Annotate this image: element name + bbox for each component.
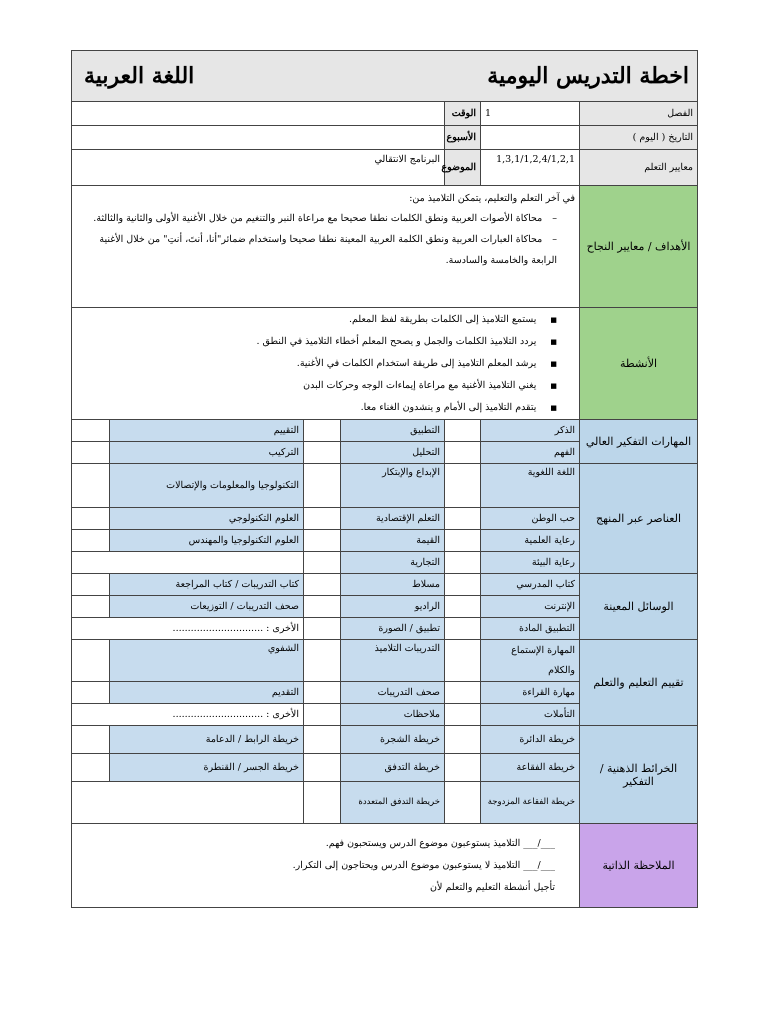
page-title: اخطة التدريس اليومية (487, 63, 689, 89)
aids-cell: كتاب التدريبات / كتاب المراجعة (110, 574, 304, 596)
thinking-check[interactable] (71, 420, 109, 442)
activity-item: ■ يردد التلاميذ الكلمات والجمل و يصحح المعلم أخطاء التلاميذ في النطق . (76, 331, 557, 353)
topic-value[interactable]: البرنامج الانتقالي (71, 150, 444, 186)
topic-label: الموضوع (445, 150, 481, 186)
cross-cell: القيمة (341, 530, 445, 552)
aids-cell: مسلاط (341, 574, 445, 596)
cross-check[interactable] (445, 508, 481, 530)
reflection-label: الملاحظة الذاتية (580, 824, 698, 908)
standards-value[interactable]: 1,3,1/1,2,4/1,2,1 (481, 150, 580, 186)
activity-item: ■ يستمع التلاميذ إلى الكلمات بطريقة لفظ المعلم. (76, 309, 557, 331)
thinking-cell: الذكر (481, 420, 580, 442)
assessment-check[interactable] (445, 640, 481, 682)
cross-check[interactable] (71, 508, 109, 530)
cross-check[interactable] (71, 464, 109, 508)
assessment-label: تقييم التعليم والتعلم (580, 640, 698, 726)
cross-check[interactable] (304, 464, 341, 508)
thinking-cell: الفهم (481, 442, 580, 464)
aids-check[interactable] (71, 574, 109, 596)
aids-cell: كتاب المدرسي (481, 574, 580, 596)
assessment-check[interactable] (71, 640, 109, 682)
objectives-label: الأهداف / معايير النجاح (580, 186, 698, 308)
cross-cell: التجارية (341, 552, 445, 574)
cross-cell: حب الوطن (481, 508, 580, 530)
aids-check[interactable] (304, 618, 341, 640)
assessment-cell: مهارة القراءة (481, 682, 580, 704)
assessment-cell: التقديم (110, 682, 304, 704)
reflection-content (71, 824, 579, 908)
aids-check[interactable] (445, 574, 481, 596)
aids-cell: التطبيق المادة (481, 618, 580, 640)
maps-check[interactable] (304, 782, 341, 824)
thinking-cell: التقييم (110, 420, 304, 442)
standards-label: معايير التعلم (580, 150, 698, 186)
thinking-check[interactable] (445, 442, 481, 464)
activity-item: ■ يغني التلاميذ الأغنية مع مراعاة إيماءات الوجه وحركات البدن (76, 375, 557, 397)
cross-check[interactable] (304, 508, 341, 530)
reflection-item[interactable]: ___/___ التلاميذ لا يستوعبون موضوع الدرس ويحتاجون إلى التكرار. (292, 859, 555, 871)
thinking-cell: التحليل (341, 442, 445, 464)
assessment-check[interactable] (304, 640, 341, 682)
cross-cell: اللغة اللغوية (481, 464, 580, 508)
cross-check[interactable] (304, 530, 341, 552)
cross-cell-empty (71, 552, 303, 574)
time-value[interactable] (71, 102, 444, 126)
aids-check[interactable] (304, 596, 341, 618)
thinking-check[interactable] (445, 420, 481, 442)
cross-cell: الإبداع والإبتكار (341, 464, 445, 508)
aids-check[interactable] (304, 574, 341, 596)
reflection-list (76, 833, 575, 899)
maps-check[interactable] (304, 754, 341, 782)
cross-cell: التعلم الإقتصادية (341, 508, 445, 530)
assessment-cell: صحف التدريبات (341, 682, 445, 704)
assessment-cell: التدريبات التلاميذ (341, 640, 445, 682)
chapter-label: الفصل (580, 102, 698, 126)
objectives-intro: في آخر التعلم والتعليم، يتمكن التلاميذ من: (409, 193, 575, 204)
thinking-check[interactable] (304, 442, 341, 464)
cross-label: العناصر عبر المنهج (580, 464, 698, 574)
maps-check[interactable] (445, 726, 481, 754)
aids-cell: تطبيق / الصورة (341, 618, 445, 640)
maps-check[interactable] (71, 754, 109, 782)
aids-check[interactable] (445, 596, 481, 618)
activity-item: ■ يتقدم التلاميذ إلى الأمام و ينشدون الغناء معا. (76, 397, 557, 419)
maps-cell: خريطة الشجرة (341, 726, 445, 754)
assessment-cell: المهارة الإستماع والكلام (481, 640, 580, 682)
maps-check[interactable] (71, 726, 109, 754)
thinking-label: المهارات التفكير العالي (580, 420, 698, 464)
objectives-list (76, 208, 575, 271)
maps-cell: خريطة الدائرة (481, 726, 580, 754)
week-value[interactable] (71, 126, 444, 150)
maps-check[interactable] (445, 782, 481, 824)
activities-list (76, 309, 575, 419)
activity-item: ■ يرشد المعلم التلاميذ إلى طريقة استخدام الكلمات في الأغنية. (76, 353, 557, 375)
assessment-other-field[interactable]: الأخرى : .............................. (71, 704, 303, 726)
assessment-check[interactable] (71, 682, 109, 704)
reflection-item[interactable]: تأجيل أنشطة التعليم والتعلم لأن (430, 881, 555, 893)
maps-cell: خريطة الفقاعة (481, 754, 580, 782)
time-label: الوقت (445, 102, 481, 126)
cross-check[interactable] (304, 552, 341, 574)
aids-cell: صحف التدريبات / التوزيعات (110, 596, 304, 618)
cross-cell: العلوم التكنولوجي (110, 508, 304, 530)
reflection-item[interactable]: ___/___ التلاميذ يستوعبون موضوع الدرس ويستحبون فهم. (325, 837, 555, 849)
chapter-value[interactable]: 1 (481, 102, 580, 126)
maps-check[interactable] (445, 754, 481, 782)
aids-cell: الإنترنت (481, 596, 580, 618)
activities-content (71, 308, 579, 420)
maps-cell: خريطة الرابط / الدعامة (110, 726, 304, 754)
assessment-check[interactable] (304, 704, 341, 726)
cross-check[interactable] (71, 530, 109, 552)
lesson-plan-table (71, 50, 698, 908)
objective-item: – محاكاة الأصوات العربية ونطق الكلمات نطقا صحيحا مع مراعاة النبر والتنغيم من خلال الأغنية الأولى والثانية والثالثة. (76, 208, 557, 229)
date-label: التاريخ ( اليوم ) (580, 126, 698, 150)
thinking-check[interactable] (71, 442, 109, 464)
date-value[interactable] (481, 126, 580, 150)
cross-check[interactable] (445, 530, 481, 552)
maps-cell: خريطة التدفق المتعددة (341, 782, 445, 824)
maps-cell: خريطة الجسر / القنطرة (110, 754, 304, 782)
objectives-content (71, 186, 579, 308)
cross-check[interactable] (445, 552, 481, 574)
maps-label: الخرائط الذهنية / التفكير (580, 726, 698, 824)
week-label: الأسبوع (445, 126, 481, 150)
cross-cell: العلوم التكنولوجيا والمهندس (110, 530, 304, 552)
maps-cell-empty (71, 782, 303, 824)
maps-check[interactable] (304, 726, 341, 754)
maps-cell: خريطة الفقاعة المزدوجة (481, 782, 580, 824)
assessment-cell: التأملات (481, 704, 580, 726)
aids-cell: الراديو (341, 596, 445, 618)
maps-cell: خريطة التدفق (341, 754, 445, 782)
aids-check[interactable] (71, 596, 109, 618)
cross-check[interactable] (445, 464, 481, 508)
subject-title: اللغة العربية (83, 63, 195, 89)
thinking-cell: التركيب (110, 442, 304, 464)
thinking-check[interactable] (304, 420, 341, 442)
aids-label: الوسائل المعينة (580, 574, 698, 640)
thinking-cell: التطبيق (341, 420, 445, 442)
cross-cell: رعاية البيئة (481, 552, 580, 574)
objective-item: – محاكاة العبارات العربية ونطق الكلمة العربية المعينة نطقا صحيحا واستخدام ضمائر"أنا، أنتَ، أنتِ" من خلال الأغنية الرابعة والخامسة والسادسة. (76, 229, 557, 271)
lesson-plan-page (72, 50, 698, 908)
header (71, 51, 697, 102)
assessment-cell: ملاحظات (341, 704, 445, 726)
cross-cell: التكنولوجيا والمعلومات والإتصالات (110, 464, 304, 508)
activities-label: الأنشطة (580, 308, 698, 420)
assessment-check[interactable] (304, 682, 341, 704)
aids-other-field[interactable]: الأخرى : .............................. (71, 618, 303, 640)
assessment-check[interactable] (445, 704, 481, 726)
assessment-cell: الشفوي (110, 640, 304, 682)
assessment-check[interactable] (445, 682, 481, 704)
cross-cell: رعاية العلمية (481, 530, 580, 552)
aids-check[interactable] (445, 618, 481, 640)
